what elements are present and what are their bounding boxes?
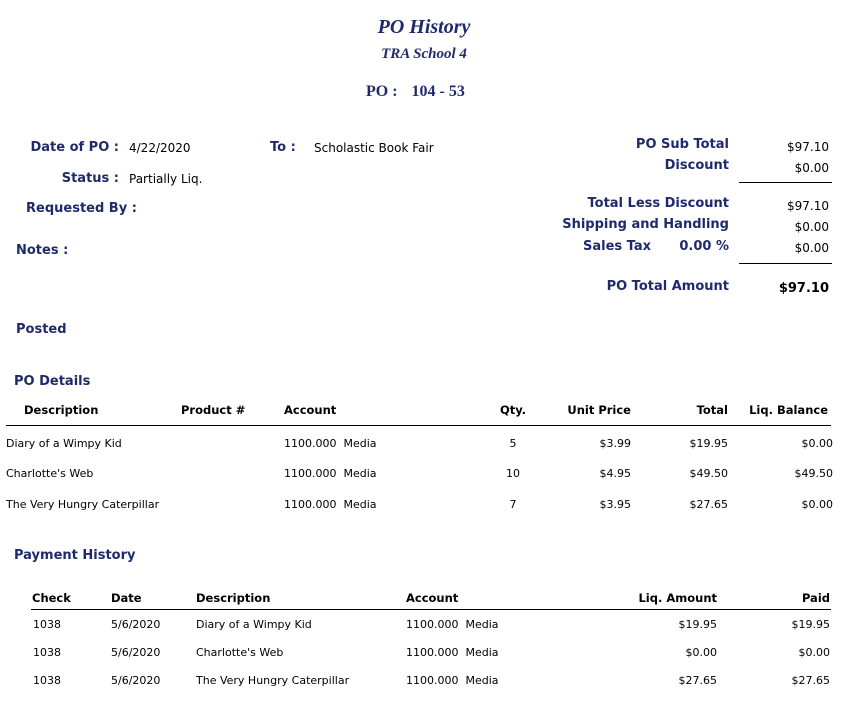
pay-col-account: Account: [406, 591, 459, 605]
notes-label: Notes :: [16, 243, 69, 258]
pay-liq-amount: $27.65: [678, 674, 717, 687]
pay-col-liq-amount: Liq. Amount: [638, 591, 717, 605]
po-number-line: [366, 83, 465, 101]
requested-by-label: Requested By :: [26, 201, 137, 216]
pay-col-paid: Paid: [801, 591, 830, 605]
col-description: Description: [24, 403, 99, 417]
row-total: $19.95: [689, 437, 728, 450]
sub-total-label: PO Sub Total: [635, 137, 729, 152]
posted-label: Posted: [16, 322, 67, 337]
row-total: $27.65: [689, 498, 728, 511]
po-total-label: PO Total Amount: [606, 279, 729, 294]
date-label: Date of PO :: [30, 140, 119, 155]
to-label: To :: [270, 140, 296, 155]
pay-paid: $19.95: [791, 618, 830, 631]
row-qty: 5: [509, 437, 517, 450]
col-account: Account: [284, 403, 337, 417]
less-discount-label: Total Less Discount: [587, 196, 729, 211]
pay-description: The Very Hungry Caterpillar: [196, 674, 350, 687]
date-value: 4/22/2020: [129, 141, 191, 155]
status-value: Partially Liq.: [129, 172, 203, 186]
sub-total-value: $97.10: [787, 140, 829, 154]
row-account: 1100.000 Media: [284, 437, 377, 450]
po-number: 104 - 53: [411, 83, 465, 100]
details-header-rule: [6, 425, 831, 426]
to-value: Scholastic Book Fair: [314, 141, 434, 155]
pay-paid: $27.65: [791, 674, 830, 687]
shipping-label: Shipping and Handling: [562, 217, 729, 232]
col-qty: Qty.: [499, 403, 527, 417]
pay-liq-amount: $19.95: [678, 618, 717, 631]
col-product: Product #: [181, 403, 246, 417]
pay-col-description: Description: [196, 591, 271, 605]
less-discount-value: $97.10: [787, 199, 829, 213]
pay-paid: $0.00: [798, 646, 830, 659]
col-unit-price: Unit Price: [567, 403, 631, 417]
row-unit-price: $3.95: [599, 498, 631, 511]
page-title: PO History: [377, 16, 471, 38]
row-description: The Very Hungry Caterpillar: [6, 498, 160, 511]
row-liq-balance: $49.50: [794, 467, 833, 480]
pay-check: 1038: [33, 674, 61, 687]
col-liq-balance: Liq. Balance: [749, 403, 828, 417]
payments-header-rule: [31, 609, 831, 610]
pay-col-check: Check: [32, 591, 71, 605]
pay-check: 1038: [33, 646, 61, 659]
pay-col-date: Date: [111, 591, 142, 605]
row-liq-balance: $0.00: [801, 498, 833, 511]
row-liq-balance: $0.00: [801, 437, 833, 450]
pay-date: 5/6/2020: [111, 646, 161, 659]
sales-tax-rate: 0.00 %: [679, 239, 729, 254]
po-details-title: PO Details: [14, 374, 91, 389]
pay-date: 5/6/2020: [111, 618, 161, 631]
row-unit-price: $4.95: [599, 467, 631, 480]
pay-account: 1100.000 Media: [406, 646, 499, 659]
totals-divider-2: [739, 263, 832, 264]
payment-history-title: Payment History: [14, 548, 136, 563]
po-label: PO :: [366, 83, 398, 100]
pay-date: 5/6/2020: [111, 674, 161, 687]
pay-description: Charlotte's Web: [196, 646, 284, 659]
sales-tax-label: Sales Tax: [583, 239, 652, 254]
row-account: 1100.000 Media: [284, 498, 377, 511]
discount-value: $0.00: [794, 161, 829, 175]
discount-label: Discount: [664, 158, 729, 173]
pay-account: 1100.000 Media: [406, 674, 499, 687]
pay-account: 1100.000 Media: [406, 618, 499, 631]
row-description: Diary of a Wimpy Kid: [6, 437, 122, 450]
status-label: Status :: [61, 171, 119, 186]
shipping-value: $0.00: [794, 220, 829, 234]
pay-check: 1038: [33, 618, 61, 631]
row-unit-price: $3.99: [599, 437, 631, 450]
row-qty: 7: [509, 498, 517, 511]
sales-tax-value: $0.00: [794, 241, 829, 255]
col-total: Total: [696, 403, 728, 417]
row-account: 1100.000 Media: [284, 467, 377, 480]
school-name: TRA School 4: [381, 46, 467, 62]
row-description: Charlotte's Web: [6, 467, 94, 480]
totals-divider-1: [739, 182, 832, 183]
pay-description: Diary of a Wimpy Kid: [196, 618, 312, 631]
row-qty: 10: [506, 467, 520, 480]
row-total: $49.50: [689, 467, 728, 480]
pay-liq-amount: $0.00: [685, 646, 717, 659]
po-total-value: $97.10: [778, 281, 829, 296]
